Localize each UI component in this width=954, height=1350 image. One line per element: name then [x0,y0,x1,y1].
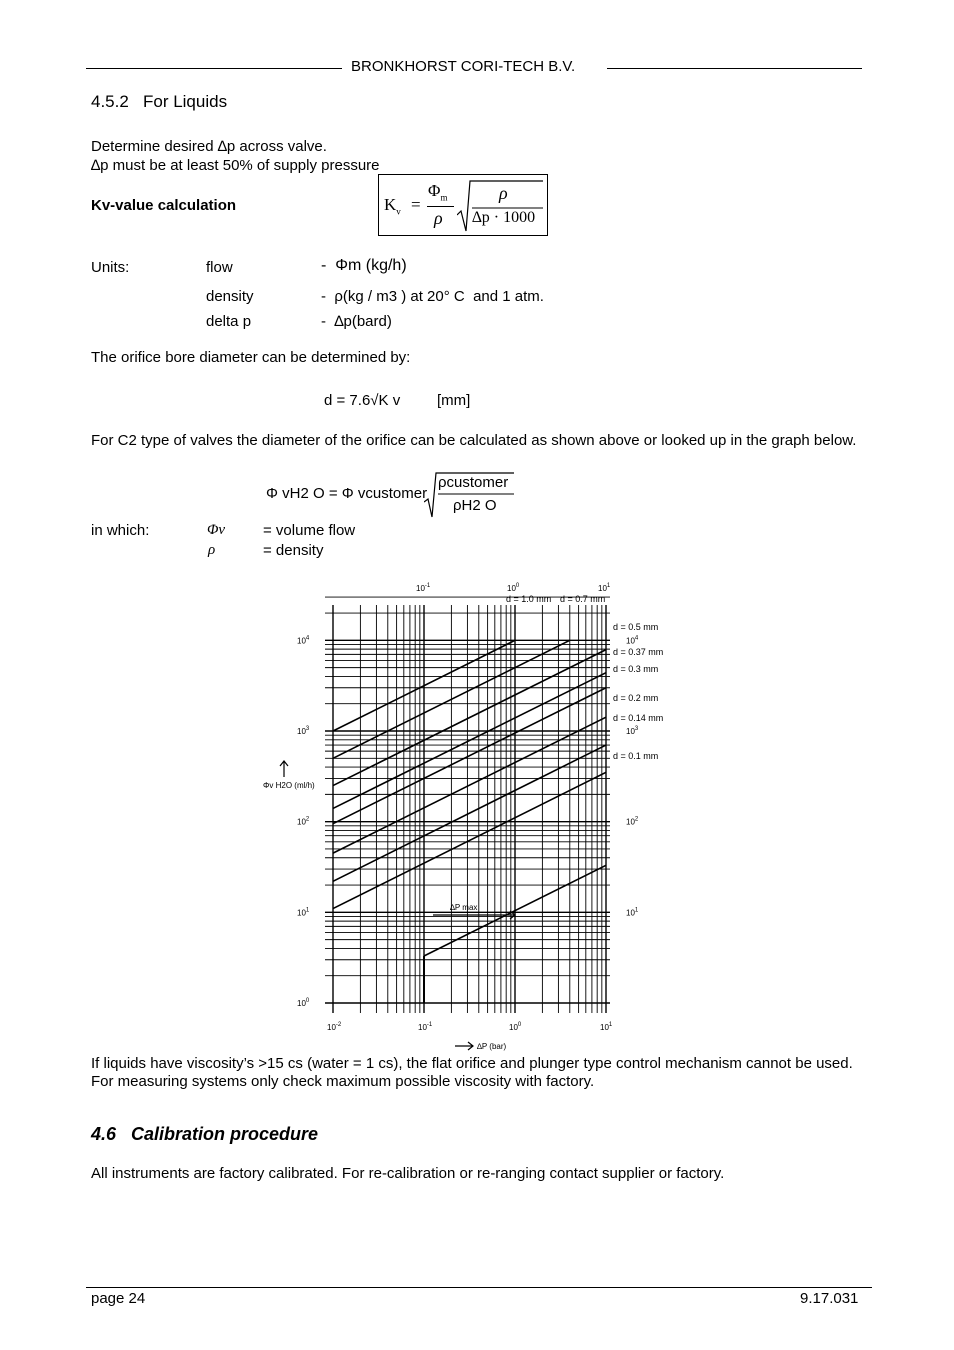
kv-formula-box [378,174,548,236]
x-tick-label-bottom: $10^0$ [509,1022,522,1032]
symbol-phi-v: Φv [207,522,226,538]
c2-paragraph: For C2 type of valves the diameter of the orifice can be calculated as shown above or looked up in the graph below. [91,432,857,449]
x-tick-label-bottom: $10^{-1}$ [418,1022,433,1032]
orifice-formula: d = 7.6√K v [324,392,401,409]
units-label: Units: [91,259,130,276]
symbol-rho: ρ [208,542,216,558]
series-label: d = 0.1 mm [613,751,659,761]
kv-equals: = [411,195,421,214]
y-tick-label-right: $10^4$ [626,635,639,646]
section-title: 4.5.2 For Liquids [91,92,228,111]
kv-denominator: ρ [434,208,443,228]
series-label: d = 0.37 mm [613,647,664,657]
x-axis-label: ∆P (bar) [477,1042,507,1051]
series-line [333,673,606,809]
unit-flow-name: flow [206,259,233,276]
y-tick-label-left: $10^3$ [297,725,310,736]
unit-density-value: - ρ(kg / m3 ) at 20° C and 1 atm. [321,288,544,305]
y-tick-label-left: $10^1$ [297,907,310,918]
series-label: d = 0.7 mm [560,594,606,604]
viscosity-paragraph: If liquids have viscosity’s >15 cs (water = 1 cs), the flat orifice and plunger type control mechanism cannot be used. For measuring systems only check maximum possible viscosity with factory. [91,1055,853,1090]
calibration-title: 4.6 Calibration procedure [91,1124,319,1144]
x-tick-label-top: $10^1$ [598,583,611,593]
annotation-delta-p-max: ∆P max [450,903,478,912]
header-rule-right [607,68,862,69]
series-label: d = 0.5 mm [613,622,659,632]
footer-doc-number: 9.17.031 [800,1290,859,1307]
y-tick-label-left: $10^4$ [297,635,310,646]
x-tick-label-bottom: $10^{-2}$ [327,1022,342,1032]
series-label: d = 0.3 mm [613,664,659,674]
kv-label: Kv-value calculation [91,197,237,214]
kv-root-numerator: ρ [499,183,508,203]
series-line [333,772,606,908]
series-line [333,688,606,824]
y-tick-label-left: $10^2$ [297,816,310,827]
calibration-text: All instruments are factory calibrated. For re-calibration or re-ranging contact supplier or factory. [91,1165,725,1182]
header-rule-left [86,68,342,69]
orifice-intro: The orifice bore diameter can be determined by: [91,349,411,366]
kv-numerator: $\Phi_m$ [428,181,448,203]
unit-density-name: density [206,288,254,305]
y-tick-label-left: $10^0$ [297,998,310,1008]
definition-density: = density [263,542,324,559]
x-tick-label-top: $10^{-1}$ [416,583,431,593]
unit-flow-value: - Φm (kg/h) [321,257,407,274]
y-tick-label-right: $10^3$ [626,725,639,736]
footer-rule [86,1287,872,1288]
x-tick-label-bottom: $10^1$ [600,1022,613,1032]
y-axis-label: Φv H2O (ml/h) [263,781,315,790]
conversion-root-denominator: ρH2 O [453,497,497,514]
footer-page: page 24 [91,1290,146,1307]
kv-fraction-bar [427,206,454,207]
unit-deltap-name: delta p [206,313,252,330]
series-label: d = 0.2 mm [613,693,659,703]
x-tick-label-top: $10^0$ [507,583,520,593]
orifice-unit: [mm] [437,392,471,409]
kv-lhs: $K_v$ [384,195,401,217]
chart-grid [325,597,610,1013]
y-tick-label-right: $10^2$ [626,816,639,827]
series-label: d = 1.0 mm [506,594,552,604]
flow-chart [250,575,700,1060]
conversion-root-numerator: ρcustomer [438,474,509,491]
header-company: BRONKHORST CORI-TECH B.V. [351,58,576,75]
in-which-label: in which: [91,522,150,539]
conversion-lhs: Φ vH2 O = Φ vcustomer [266,485,428,502]
unit-deltap-value: - ∆p(bard) [321,313,392,330]
definition-volume-flow: = volume flow [263,522,356,539]
series-label: d = 0.14 mm [613,713,664,723]
y-tick-label-right: $10^1$ [626,907,639,918]
instruction-line-1: Determine desired ∆p across valve. [91,138,327,155]
kv-root-denominator: ∆p · 1000 [472,209,536,226]
instruction-line-2: ∆p must be at least 50% of supply pressure [91,157,380,174]
